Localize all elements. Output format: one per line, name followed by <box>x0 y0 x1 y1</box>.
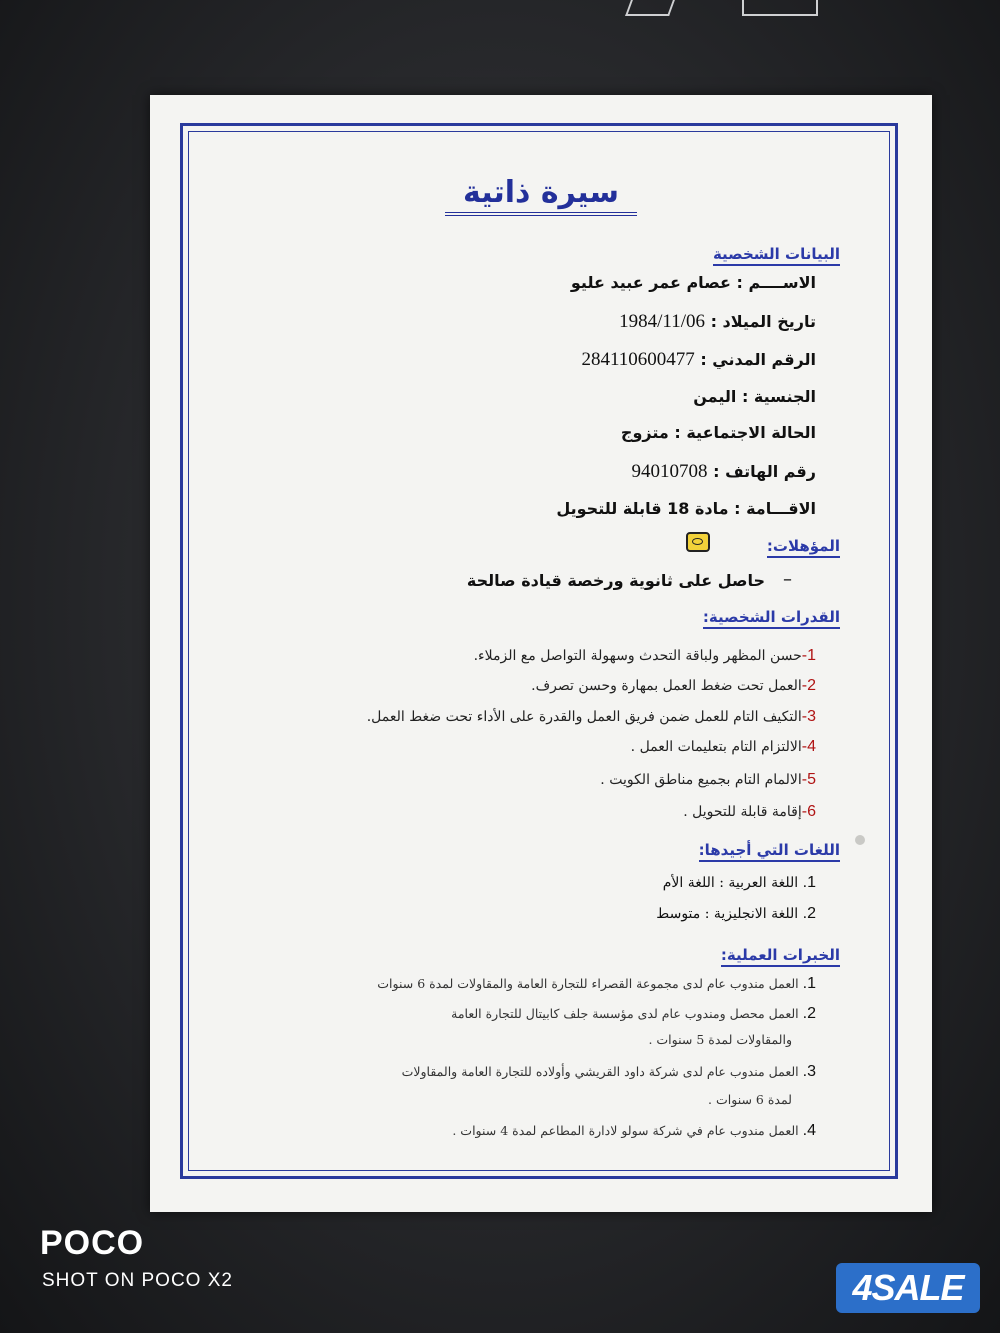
field-marital-status: الحالة الاجتماعية : متزوج <box>620 423 816 442</box>
page-title: سيرة ذاتية <box>150 175 932 210</box>
experience-item-continuation: والمقاولات لمدة 5 سنوات . <box>648 1032 792 1047</box>
list-dash: – <box>783 569 792 590</box>
field-birthdate: تاريخ الميلاد : 1984/11/06 <box>619 311 816 332</box>
ability-item: 3-التكيف التام للعمل ضمن فريق العمل والقدرة على الأداء تحت ضغط العمل. <box>366 708 816 725</box>
chat-icon <box>686 532 710 552</box>
experience-item: 4. العمل مندوب عام في شركة سولو لادارة المطاعم لمدة 4 سنوات . <box>452 1122 816 1139</box>
monitor-object <box>625 0 675 16</box>
monitor-object <box>742 0 818 16</box>
abilities-heading: القدرات الشخصية: <box>703 608 840 629</box>
ability-item: 1-حسن المظهر ولباقة التحدث وسهولة التواصل مع الزملاء. <box>473 647 816 664</box>
experience-item-continuation: لمدة 6 سنوات . <box>708 1092 792 1107</box>
cv-page <box>150 95 932 1212</box>
site-logo-badge: 4SALE <box>836 1263 980 1313</box>
ability-item: 4-الالتزام التام بتعليمات العمل . <box>630 738 816 755</box>
experience-item: 2. العمل محصل ومندوب عام لدى مؤسسة جلف كابيتال للتجارة العامة <box>451 1005 816 1022</box>
experience-item: 3. العمل مندوب عام لدى شركة داود القريشي وأولاده للتجارة العامة والمقاولات <box>401 1063 816 1080</box>
field-phone: رقم الهاتف : 94010708 <box>631 461 816 482</box>
qualifications-heading: المؤهلات: <box>767 537 840 558</box>
field-nationality: الجنسية : اليمن <box>693 387 816 406</box>
ability-item: 6-إقامة قابلة للتحويل . <box>683 803 816 820</box>
camera-watermark-caption: SHOT ON POCO X2 <box>42 1270 233 1291</box>
ability-item: 2-العمل تحت ضغط العمل بمهارة وحسن تصرف. <box>531 677 816 694</box>
languages-heading: اللغات التي أجيدها: <box>699 841 840 862</box>
personal-heading: البيانات الشخصية <box>713 245 840 266</box>
language-item: 2. اللغة الانجليزية : متوسط <box>656 905 816 922</box>
qualifications-text: حاصل على ثانوية ورخصة قيادة صالحة <box>466 571 765 590</box>
experience-heading: الخبرات العملية: <box>721 946 840 967</box>
ability-item: 5-الالمام التام بجميع مناطق الكويت . <box>600 771 816 788</box>
paper-dot <box>855 835 865 845</box>
field-civil-id: الرقم المدني : 284110600477 <box>581 349 816 370</box>
experience-item: 1. العمل مندوب عام لدى مجموعة القصراء للتجارة العامة والمقاولات لمدة 6 سنوات <box>377 975 816 992</box>
camera-watermark-brand: POCO <box>40 1224 145 1262</box>
field-residence: الاقـــامة : مادة 18 قابلة للتحويل <box>556 499 816 518</box>
language-item: 1. اللغة العربية : اللغة الأم <box>662 874 816 891</box>
field-name: الاســــم : عصام عمر عبيد عليو <box>570 273 816 292</box>
